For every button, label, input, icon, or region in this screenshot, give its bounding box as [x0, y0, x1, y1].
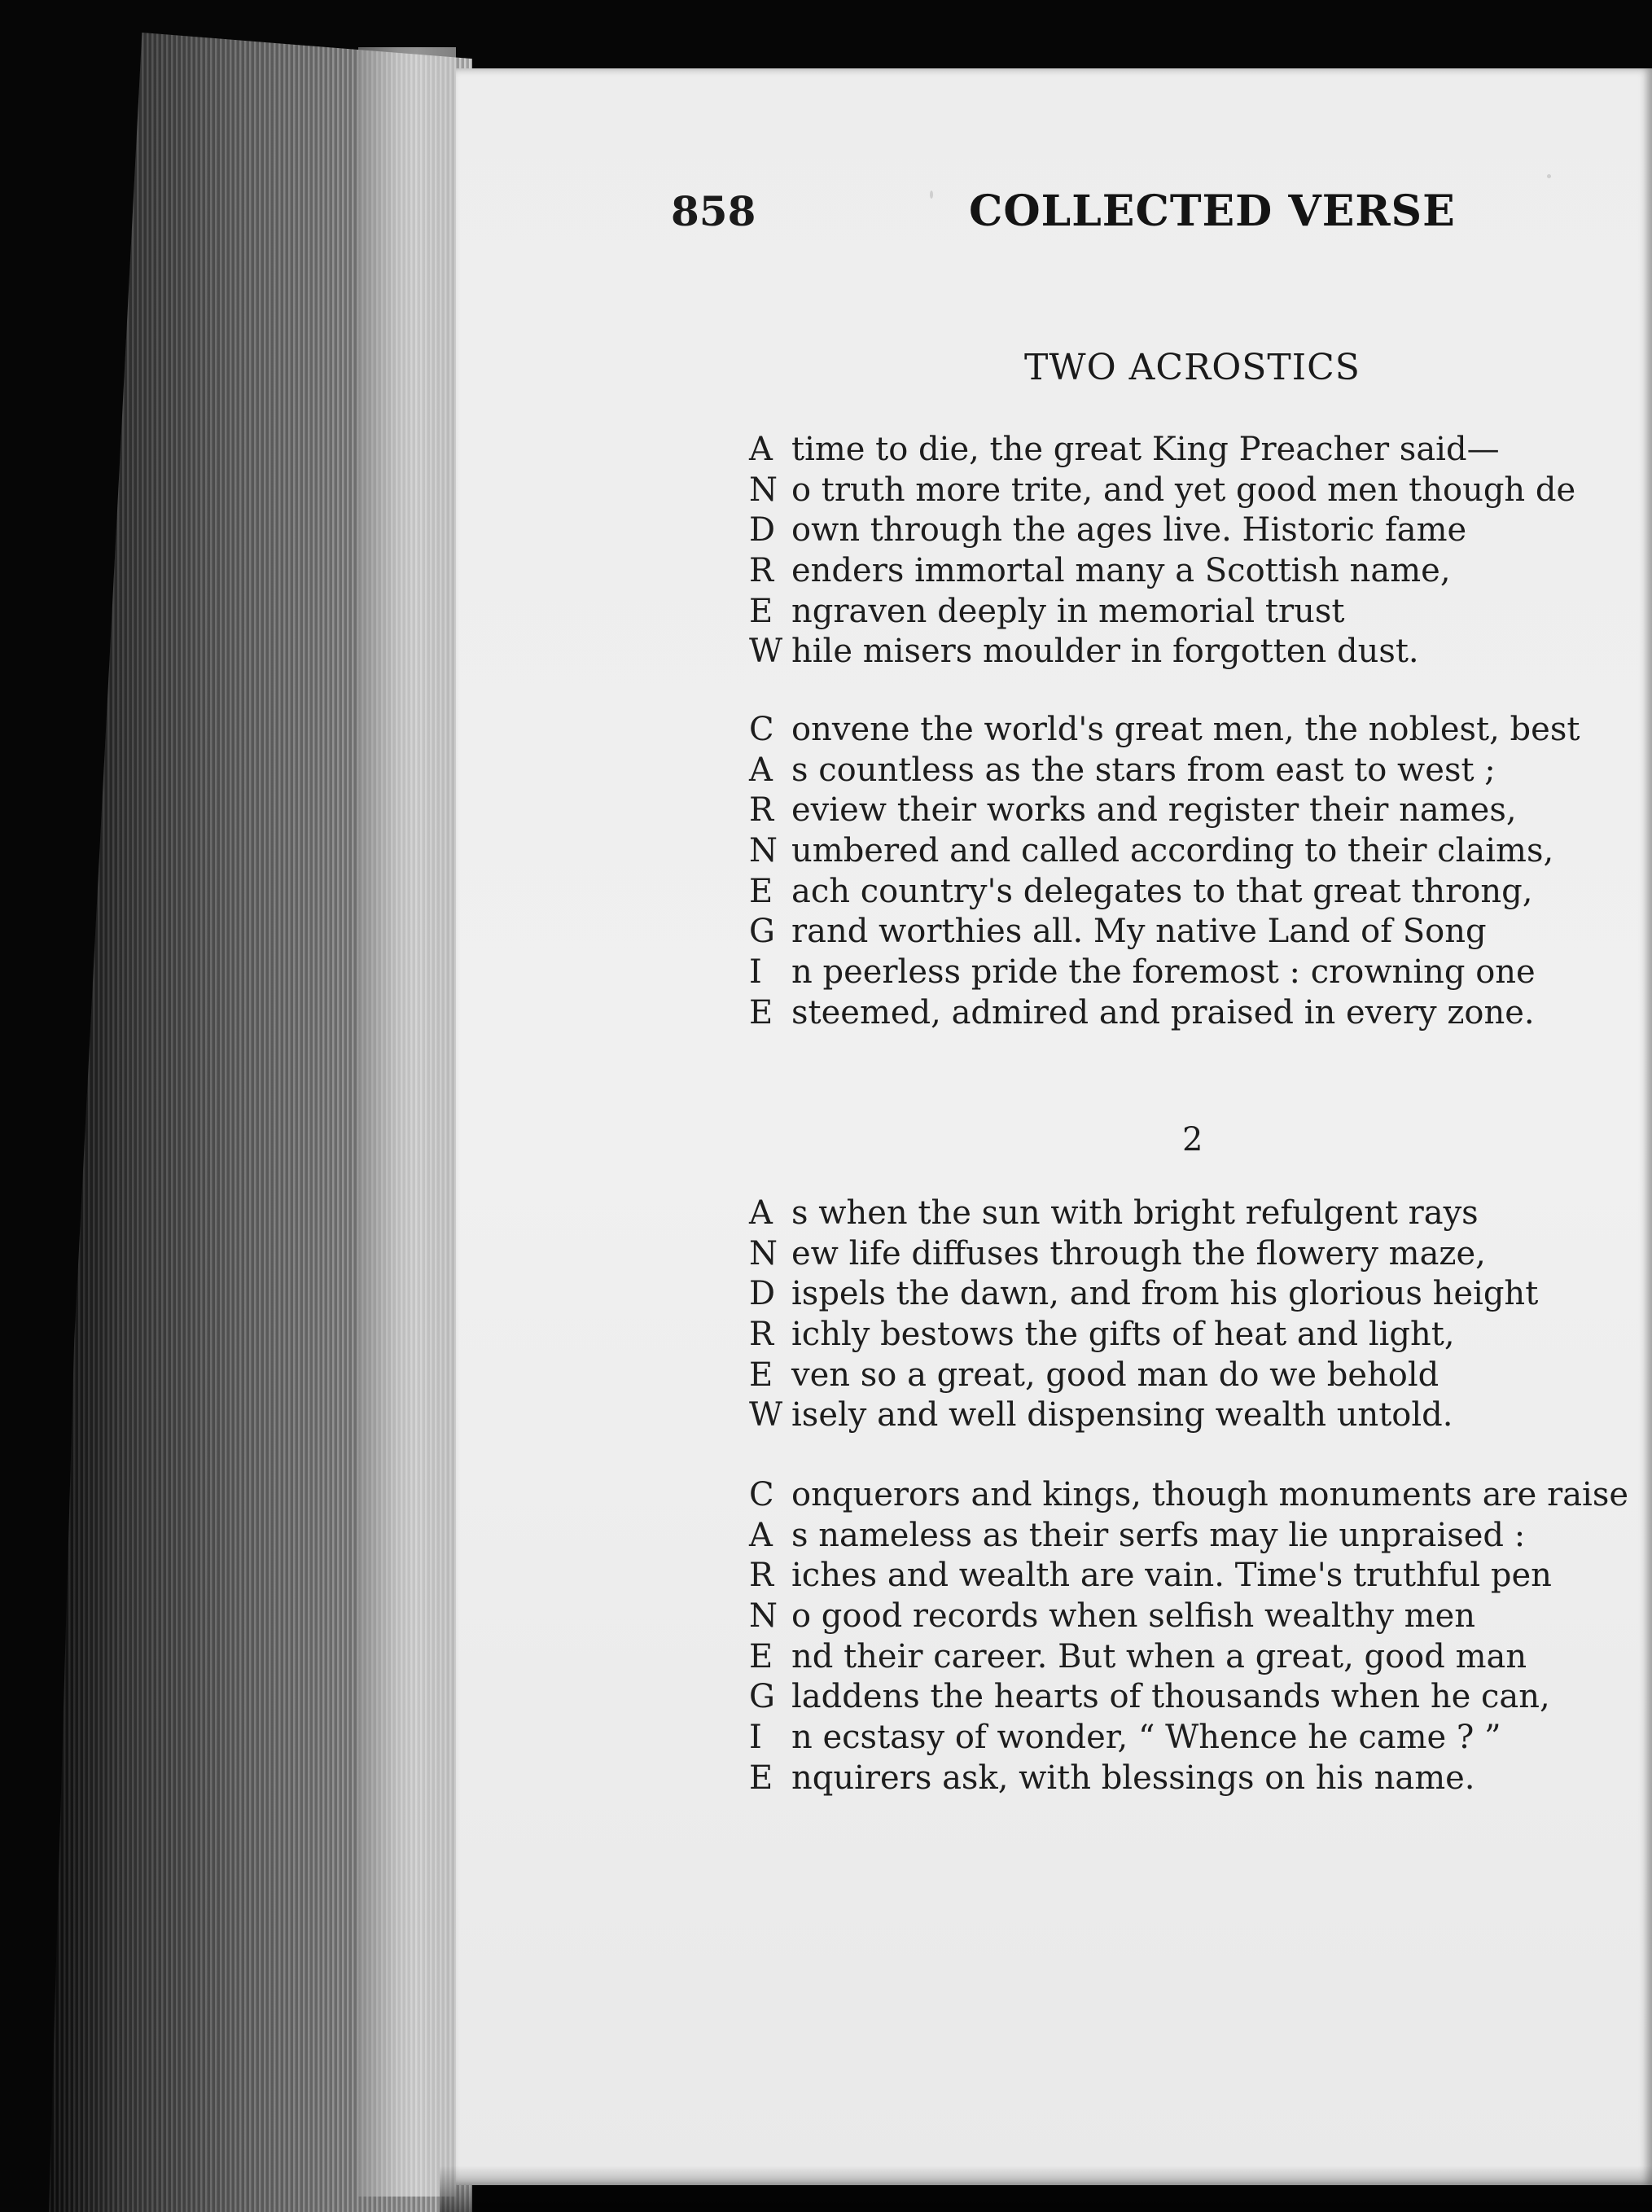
verse-text: n peerless pride the foremost : crowning one [791, 953, 1536, 992]
acrostic-initial: D [749, 1275, 776, 1313]
acrostic-initial: E [749, 1637, 773, 1675]
verse-text: onvene the world's great men, the noblest, best [791, 711, 1580, 748]
acrostic-initial: D [749, 511, 776, 550]
verse-text: hile misers moulder in forgotten dust. [791, 633, 1419, 671]
acrostic-initial: N [749, 1234, 778, 1272]
acrostic-initial: G [749, 1678, 775, 1716]
verse-line [749, 1395, 1652, 1436]
verse-line [749, 1677, 1652, 1718]
acrostic-initial: W [749, 1396, 783, 1435]
scan-bottom-shadow [440, 2166, 1652, 2212]
verse-text: ngraven deeply in memorial trust [791, 592, 1345, 630]
verse-text: s when the sun with bright refulgent rays [791, 1194, 1479, 1232]
acrostic-initial: W [749, 633, 783, 671]
verse-text: ven so a great, good man do we behold [791, 1356, 1439, 1394]
acrostic-initial: C [749, 711, 774, 748]
verse-line [749, 1356, 1652, 1396]
verse-line [749, 1637, 1652, 1678]
stanza-1 [749, 430, 1652, 672]
paper-speck [1547, 174, 1551, 178]
poem-title: TWO ACROSTICS [1024, 347, 1361, 388]
acrostic-initial: A [749, 751, 773, 789]
verse-line [749, 912, 1652, 953]
running-head [0, 186, 1652, 243]
verse-line [749, 791, 1652, 831]
verse-line [749, 592, 1652, 633]
verse-line [749, 710, 1652, 751]
verse-text: o truth more trite, and yet good men though de [791, 471, 1576, 509]
verse-line [749, 471, 1652, 511]
verse-line [749, 1475, 1652, 1516]
acrostic-initial: R [749, 1557, 774, 1595]
verse-text: ach country's delegates to that great throng, [791, 872, 1533, 910]
acrostic-initial: E [749, 993, 773, 1032]
verse-text: umbered and called according to their claims, [791, 832, 1554, 870]
book-binding-gutter [358, 47, 456, 2197]
acrostic-initial: N [749, 1597, 778, 1636]
verse-line [749, 510, 1652, 551]
verse-text: laddens the hearts of thousands when he can, [791, 1678, 1550, 1716]
acrostic-initial: G [749, 913, 775, 951]
verse-line [749, 831, 1652, 872]
verse-text: s nameless as their serfs may lie unpraised : [791, 1516, 1526, 1554]
acrostic-initial: C [749, 1476, 774, 1513]
acrostic-initial: E [749, 872, 773, 910]
verse-text: nquirers ask, with blessings on his name. [791, 1759, 1475, 1797]
verse-line [749, 551, 1652, 592]
verse-line [749, 993, 1652, 1034]
verse-text: ispels the dawn, and from his glorious height [791, 1275, 1539, 1313]
acrostic-initial: N [749, 471, 778, 509]
verse-text: isely and well dispensing wealth untold. [791, 1396, 1453, 1435]
verse-text: n ecstasy of wonder, “ Whence he came ? ” [791, 1719, 1501, 1757]
acrostic-initial: N [749, 832, 778, 870]
acrostic-initial: I [749, 953, 762, 992]
verse-line [749, 1718, 1652, 1759]
verse-text: o good records when selfish wealthy men [791, 1597, 1476, 1636]
verse-text: iches and wealth are vain. Time's truthful pen [791, 1557, 1552, 1595]
acrostic-initial: R [749, 552, 774, 590]
verse-text: enders immortal many a Scottish name, [791, 552, 1451, 590]
verse-text: own through the ages live. Historic fame [791, 511, 1467, 550]
verse-line [749, 751, 1652, 791]
verse-line [749, 1234, 1652, 1275]
verse-line [749, 1274, 1652, 1315]
acrostic-initial: R [749, 791, 774, 830]
acrostic-initial: A [749, 1194, 773, 1232]
stanza-3 [749, 1194, 1652, 1436]
verse-line [749, 1194, 1652, 1234]
acrostic-initial: I [749, 1719, 762, 1757]
verse-text: steemed, admired and praised in every zone. [791, 993, 1535, 1032]
verse-line [749, 632, 1652, 672]
acrostic-initial: E [749, 592, 773, 630]
verse-text: time to die, the great King Preacher said— [791, 431, 1500, 468]
verse-line [749, 1516, 1652, 1557]
verse-text: eview their works and register their names, [791, 791, 1517, 830]
verse-text: ew life diffuses through the flowery maze, [791, 1234, 1486, 1272]
verse-line [749, 1597, 1652, 1637]
acrostic-initial: A [749, 1516, 773, 1554]
verse-line [749, 953, 1652, 993]
page-number: 858 [671, 187, 756, 235]
section-number: 2 [1182, 1121, 1203, 1159]
acrostic-initial: R [749, 1316, 774, 1354]
verse-line [749, 1315, 1652, 1356]
verse-line [749, 430, 1652, 471]
acrostic-initial: E [749, 1356, 773, 1394]
verse-text: nd their career. But when a great, good man [791, 1637, 1527, 1675]
verse-line [749, 872, 1652, 913]
verse-text: s countless as the stars from east to west ; [791, 751, 1496, 789]
verse-line [749, 1759, 1652, 1799]
running-title: COLLECTED VERSE [969, 186, 1456, 236]
verse-line [749, 1556, 1652, 1597]
acrostic-initial: A [749, 431, 773, 468]
stanza-4 [749, 1475, 1652, 1799]
verse-text: rand worthies all. My native Land of Song [791, 913, 1487, 951]
acrostic-initial: E [749, 1759, 773, 1797]
verse-text: onquerors and kings, though monuments are raise [791, 1476, 1629, 1513]
stanza-2 [749, 710, 1652, 1034]
verse-text: ichly bestows the gifts of heat and light, [791, 1316, 1455, 1354]
